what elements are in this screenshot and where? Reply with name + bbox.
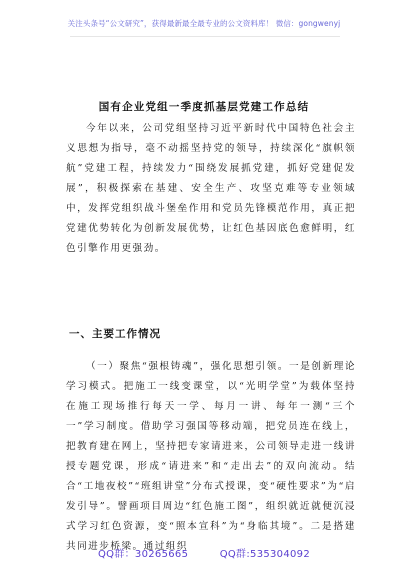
footer-qq-group-1: QQ群：30265665 [97,549,189,560]
section-heading: 一、主要工作情况 [69,328,161,340]
footer-contact [0,545,408,560]
promo-banner: 关注头条号“公文研究”，获得最新最全最专业的公文资料库！ 微信：gongwenyj [67,19,341,28]
intro-paragraph: 今年以来，公司党组坚持习近平新时代中国特色社会主义思想为指导，毫不动摇坚持党的领导，持续深化“旗帜领航”党建工程，持续发力“围绕发展抓党建，抓好党建促发展”，积极探索在基建、安全生产、攻坚克难等专业领域中，发挥党组织战斗堡垒作用和党员先锋模范作用，真正把党建优势转化为创新发展优势，让红色基因底色愈鲜明，红色引擎作用更强劲。 [66,123,356,254]
header-divider [70,36,340,37]
document-title: 国有企业党组一季度抓基层党建工作总结 [98,101,310,113]
section-body-paragraph: （一）聚焦“强根铸魂”，强化思想引领。一是创新理论学习模式。把施工一线变课堂，以“光明学堂”为载体坚持在施工现场推行每天一学、每月一讲、每年一测“三个一”学习制度。借助学习强国等移动端，把党员连在线上，把教育建在网上，坚持把专家请进来，公司领导走进一线讲授专题党课，形成“请进来”和“走出去”的双向流动。结合“工地夜校”“班组讲堂”分布式授课，变“硬性要求”为“启发引导”。譬画项目周边“红色施工图”，组织就近就便沉浸式学习红色资源，变“照本宣科”为“身临其境”。二是搭建共同进步桥梁。通过组织 [66,361,356,552]
footer-qq-group-2: QQ群:535304092 [219,549,310,560]
